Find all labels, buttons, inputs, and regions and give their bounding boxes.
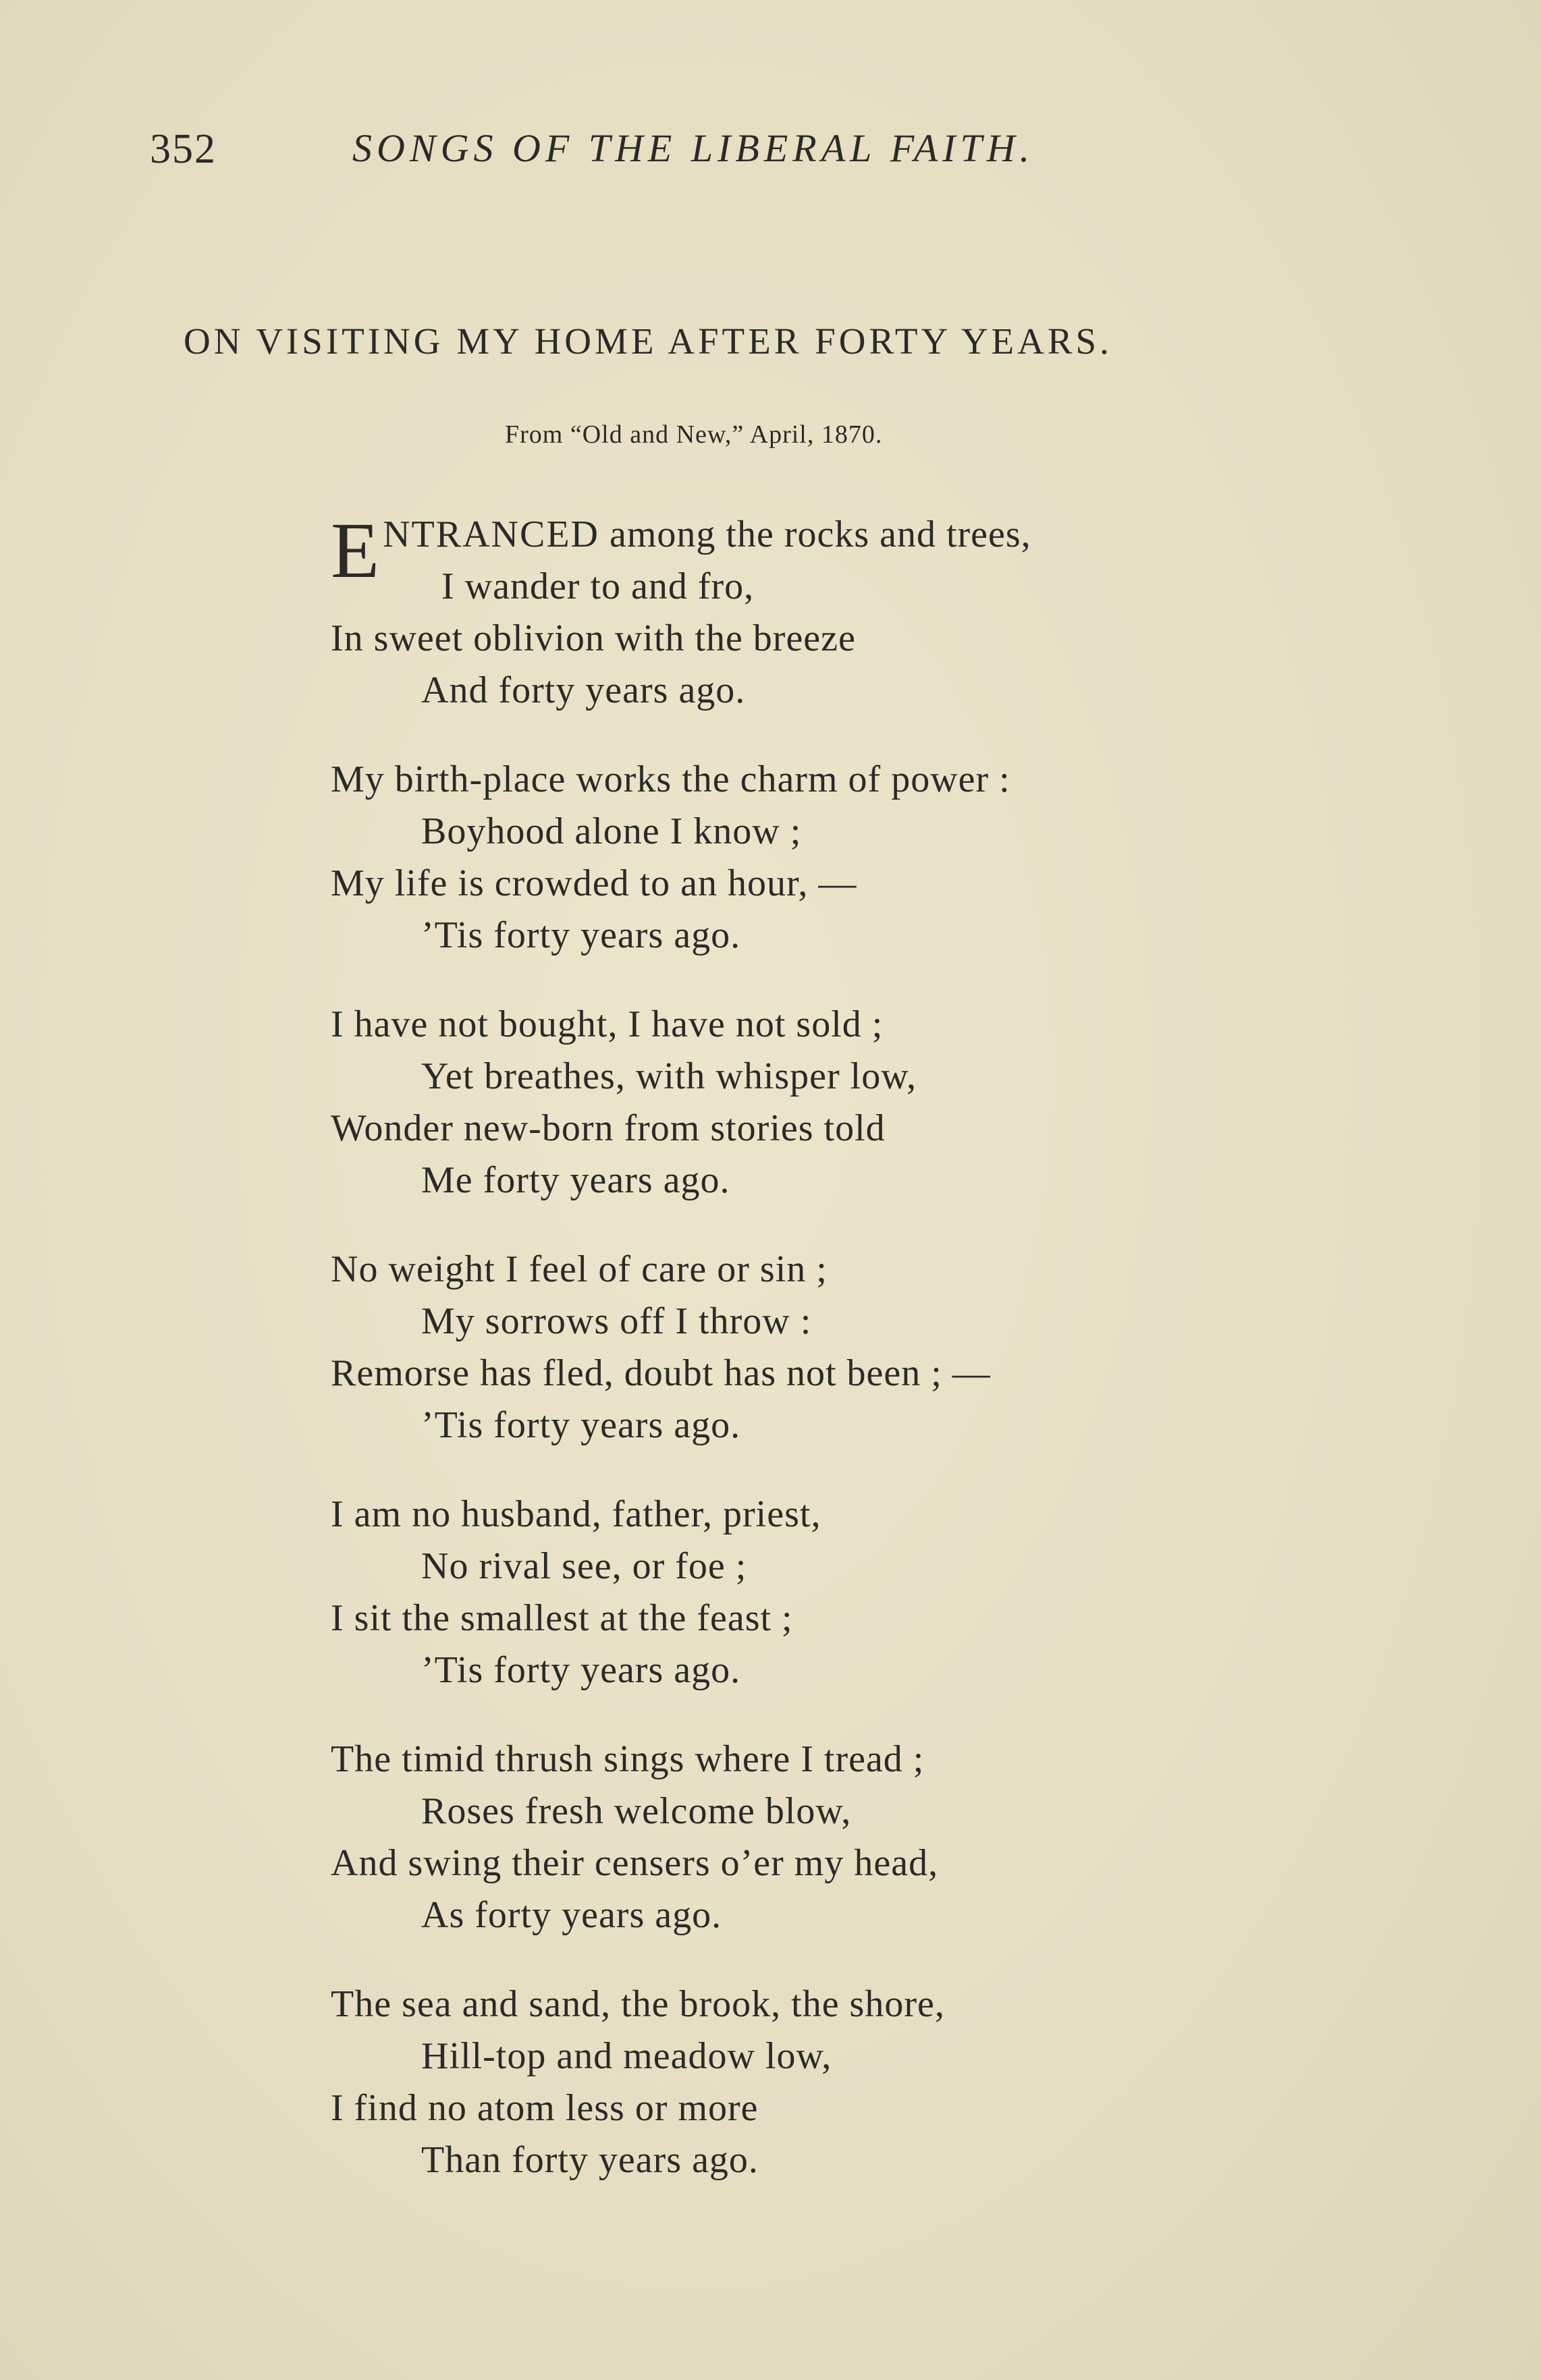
poem-line: ’Tis forty years ago.: [421, 1404, 741, 1446]
first-word-rest: NTRANCED: [383, 514, 599, 555]
stanza: [331, 1244, 1276, 1451]
running-title: SONGS OF THE LIBERAL FAITH.: [352, 126, 1035, 170]
poem-line: I am no husband, father, priest,: [331, 1493, 821, 1535]
poem-line: I wander to and fro,: [441, 565, 755, 607]
stanza: [331, 999, 1276, 1207]
poem-line: Boyhood alone I know ;: [421, 810, 802, 852]
poem-line: Hill-top and meadow low,: [421, 2035, 832, 2077]
poem-line: My life is crowded to an hour, —: [331, 862, 857, 904]
poem-line: Me forty years ago.: [421, 1159, 730, 1201]
poem-line: No rival see, or foe ;: [421, 1545, 747, 1587]
first-line-rest: among the rocks and trees,: [599, 514, 1031, 555]
page-header: [150, 126, 1162, 186]
poem-line: No weight I feel of care or sin ;: [331, 1248, 828, 1290]
poem-line: My birth-place works the charm of power :: [331, 758, 1010, 800]
stanza: [331, 1734, 1276, 1941]
poem-line: The timid thrush sings where I tread ;: [331, 1738, 925, 1780]
poem-line: Than forty years ago.: [421, 2139, 759, 2181]
poem-line: Yet breathes, with whisper low,: [421, 1055, 917, 1097]
stanza: [331, 506, 1276, 717]
stanza: [331, 754, 1276, 962]
poem-line: My sorrows off I throw :: [421, 1300, 812, 1342]
poem-line: I have not bought, I have not sold ;: [331, 1003, 884, 1045]
stanza: [331, 1489, 1276, 1696]
poem-line: In sweet oblivion with the breeze: [331, 617, 856, 659]
poem-body: [331, 506, 1276, 2223]
poem-line: As forty years ago.: [421, 1894, 722, 1936]
poem-line: ’Tis forty years ago.: [421, 1649, 741, 1691]
poem-title: ON VISITING MY HOME AFTER FORTY YEARS.: [184, 321, 1112, 362]
poem-line: I sit the smallest at the feast ;: [331, 1597, 793, 1639]
source-note: From “Old and New,” April, 1870.: [505, 420, 883, 449]
poem-line: Roses fresh welcome blow,: [421, 1790, 852, 1832]
poem-line: I find no atom less or more: [331, 2087, 759, 2129]
page-number: 352: [150, 126, 217, 172]
poem-line: And forty years ago.: [421, 669, 746, 711]
drop-cap: E: [331, 506, 381, 594]
poem-line: And swing their censers o’er my head,: [331, 1842, 939, 1884]
poem-line: Wonder new-born from stories told: [331, 1107, 886, 1149]
stanza: [331, 1978, 1276, 2186]
poem-line: ’Tis forty years ago.: [421, 914, 741, 956]
poem-line: Remorse has fled, doubt has not been ; —: [331, 1352, 991, 1394]
poem-line: The sea and sand, the brook, the shore,: [331, 1983, 945, 2025]
